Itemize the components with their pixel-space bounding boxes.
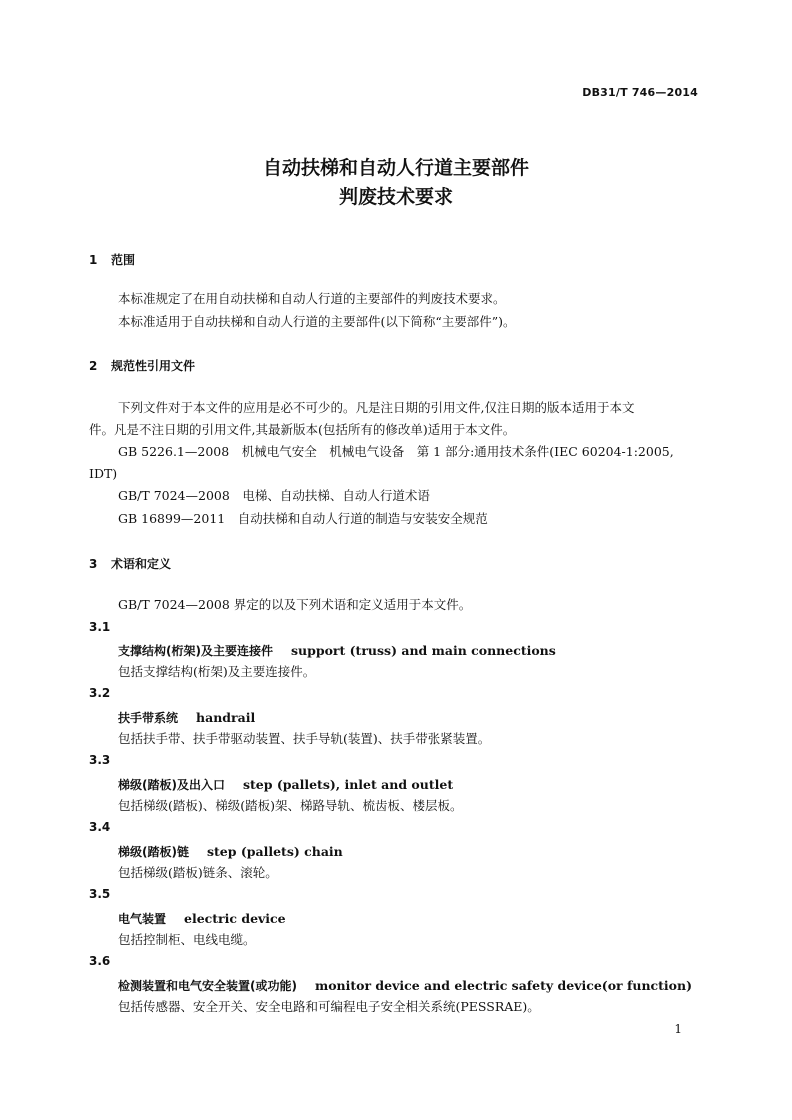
term-english: handrail <box>196 710 256 725</box>
section-3-intro: GB/T 7024—2008 界定的以及下列术语和定义适用于本文件。 <box>118 597 472 612</box>
term-number: 3.6 <box>89 954 111 968</box>
section-2-heading <box>89 357 195 374</box>
term-english: support (truss) and main connections <box>290 643 556 658</box>
term-heading <box>118 843 343 860</box>
section-number: 3 <box>89 557 98 571</box>
section-title: 范围 <box>111 253 136 267</box>
term-chinese: 梯级(踏板)及出入口 <box>118 778 225 792</box>
section-1-heading <box>89 251 135 268</box>
term-chinese: 梯级(踏板)链 <box>118 845 189 859</box>
normative-reference: IDT) <box>89 466 118 481</box>
section-title: 术语和定义 <box>111 557 172 571</box>
term-chinese: 检测装置和电气安全装置(或功能) <box>118 979 297 993</box>
section-number: 2 <box>89 359 98 373</box>
section-1-paragraph: 本标准规定了在用自动扶梯和自动人行道的主要部件的判废技术要求。 <box>118 291 506 306</box>
term-definition: 包括扶手带、扶手带驱动装置、扶手导轨(装置)、扶手带张紧装置。 <box>118 731 491 746</box>
term-english: step (pallets) chain <box>206 844 343 859</box>
term-chinese: 扶手带系统 <box>118 711 179 725</box>
term-heading <box>118 910 286 927</box>
term-definition: 包括梯级(踏板)链条、滚轮。 <box>118 865 278 880</box>
term-chinese: 支撑结构(桁架)及主要连接件 <box>118 644 273 658</box>
term-english: monitor device and electric safety device(or function) <box>314 978 693 993</box>
section-3-heading <box>89 555 171 572</box>
term-heading <box>118 977 692 994</box>
term-definition: 包括传感器、安全开关、安全电路和可编程电子安全相关系统(PESSRAE)。 <box>118 999 540 1014</box>
term-definition: 包括梯级(踏板)、梯级(踏板)架、梯路导轨、梳齿板、楼层板。 <box>118 798 463 813</box>
term-number: 3.5 <box>89 887 111 901</box>
section-number: 1 <box>89 253 98 267</box>
term-english: electric device <box>184 911 286 926</box>
section-title: 规范性引用文件 <box>111 359 196 373</box>
term-heading <box>118 776 453 793</box>
term-number: 3.4 <box>89 820 111 834</box>
term-chinese: 电气装置 <box>118 912 167 926</box>
normative-reference: GB/T 7024—2008 电梯、自动扶梯、自动人行道术语 <box>118 488 430 503</box>
section-1-paragraph: 本标准适用于自动扶梯和自动人行道的主要部件(以下简称“主要部件”)。 <box>118 314 516 329</box>
term-definition: 包括控制柜、电线电缆。 <box>118 932 256 947</box>
document-title-line1: 自动扶梯和自动人行道主要部件 <box>262 157 529 179</box>
page-number: 1 <box>674 1022 682 1036</box>
term-definition: 包括支撑结构(桁架)及主要连接件。 <box>118 664 316 679</box>
normative-reference: GB 5226.1—2008 机械电气安全 机械电气设备 第 1 部分:通用技术条件(IEC 60204-1:2005, <box>118 444 674 459</box>
section-2-paragraph: 件。凡是不注日期的引用文件,其最新版本(包括所有的修改单)适用于本文件。 <box>89 422 516 437</box>
term-number: 3.2 <box>89 686 111 700</box>
document-id: DB31/T 746—2014 <box>582 86 698 99</box>
term-heading <box>118 642 556 659</box>
term-english: step (pallets), inlet and outlet <box>242 777 454 792</box>
document-title-line2: 判废技术要求 <box>338 186 453 208</box>
normative-reference: GB 16899—2011 自动扶梯和自动人行道的制造与安装安全规范 <box>118 511 488 526</box>
term-number: 3.3 <box>89 753 111 767</box>
term-number: 3.1 <box>89 620 111 634</box>
section-2-paragraph: 下列文件对于本文件的应用是必不可少的。凡是注日期的引用文件,仅注日期的版本适用于本文 <box>118 400 635 415</box>
term-heading <box>118 709 255 726</box>
